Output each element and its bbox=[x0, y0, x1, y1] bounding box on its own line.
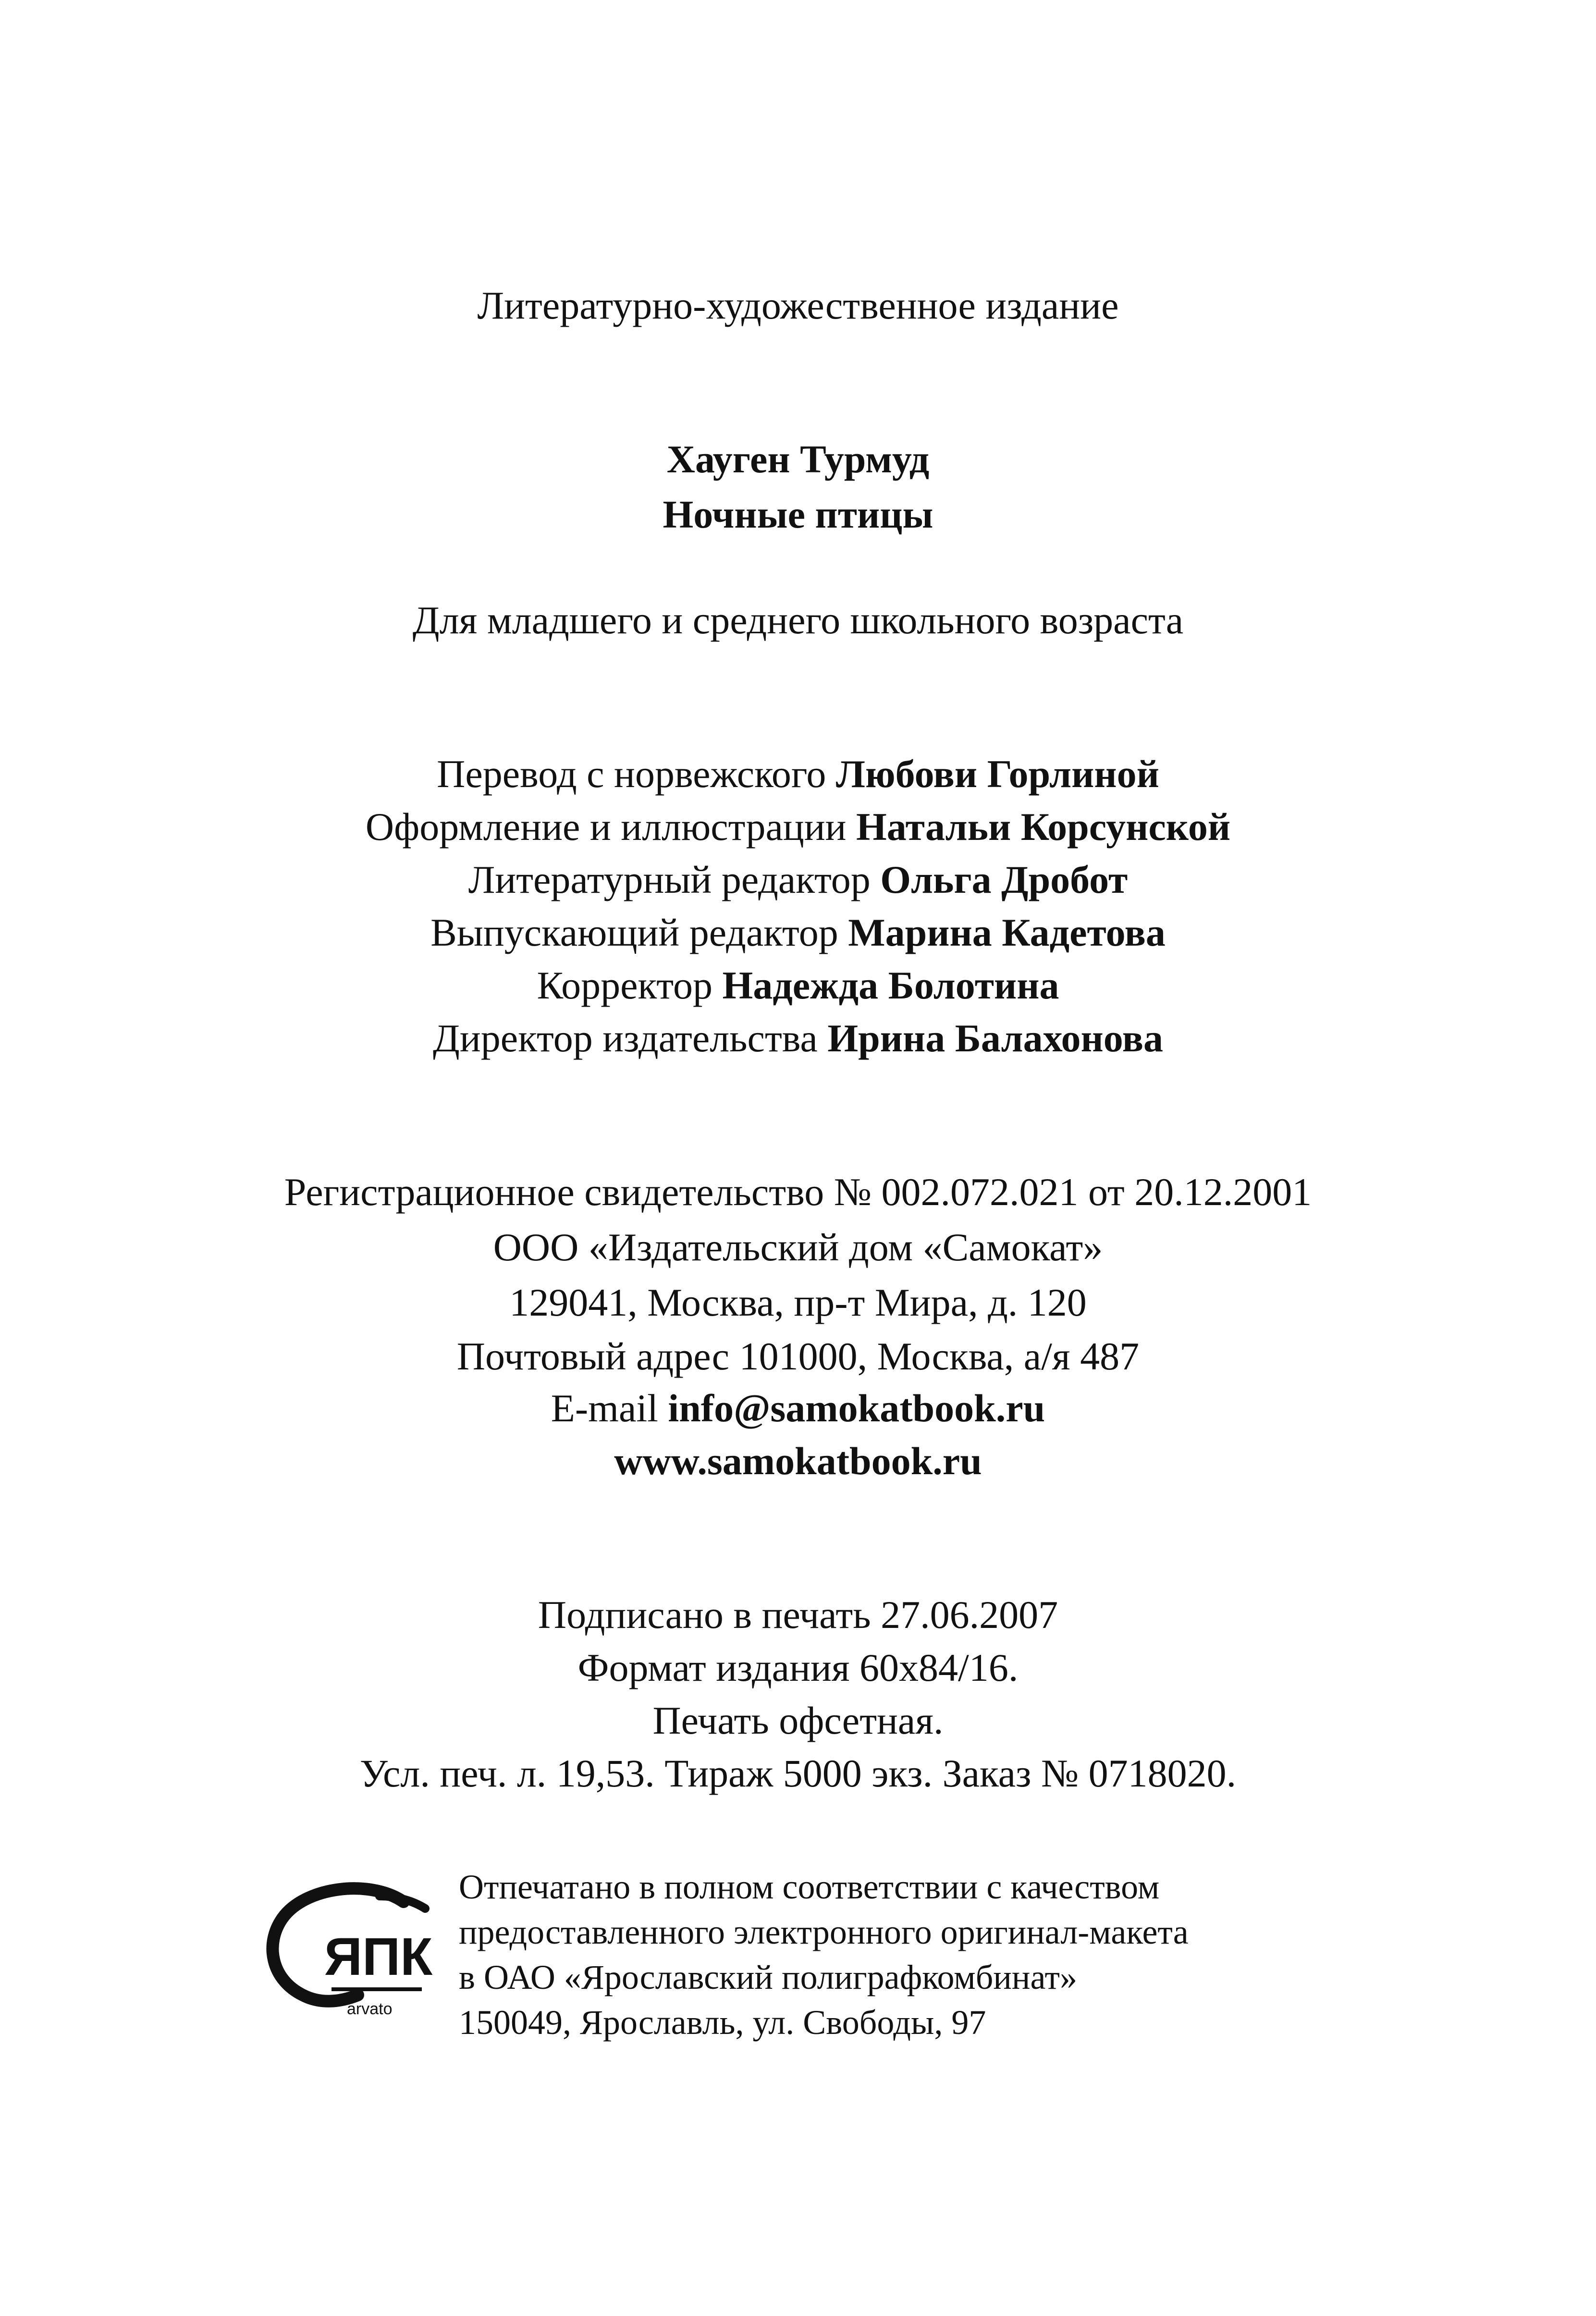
credit-role: Перевод с норвежского bbox=[437, 752, 826, 796]
email-address: info@samokatbook.ru bbox=[668, 1386, 1045, 1430]
print-format: Формат издания 60x84/16. bbox=[577, 1646, 1019, 1689]
credit-line bbox=[0, 860, 1596, 899]
website-line: www.samokatbook.ru bbox=[614, 1439, 982, 1483]
credit-name: Натальи Корсунской bbox=[856, 805, 1231, 849]
author-line: Хауген Турмуд bbox=[666, 437, 930, 481]
title-line: Ночные птицы bbox=[663, 493, 933, 536]
genre-line: Литературно-художественное издание bbox=[477, 283, 1119, 327]
registration-line: Регистрационное свидетельство № 002.072.021 от 20.12.2001 bbox=[284, 1170, 1312, 1214]
email-line bbox=[0, 1386, 1596, 1430]
credit-line bbox=[0, 754, 1596, 794]
credit-role: Литературный редактор bbox=[468, 858, 871, 901]
printer-line: Отпечатано в полном соответствии с качеством bbox=[459, 1868, 1160, 1906]
printer-line: 150049, Ярославль, ул. Свободы, 97 bbox=[459, 2003, 986, 2042]
credit-line bbox=[0, 913, 1596, 952]
printer-block bbox=[250, 1864, 1403, 2066]
credit-role: Корректор bbox=[537, 963, 713, 1007]
audience-line: Для младшего и среднего школьного возраста bbox=[412, 598, 1184, 642]
printer-line: предоставленного электронного оригинал-макета bbox=[459, 1913, 1189, 1951]
credit-line bbox=[0, 807, 1596, 847]
credit-line bbox=[0, 963, 1596, 1007]
printer-text bbox=[459, 1864, 1396, 2045]
credit-name: Ольга Дробот bbox=[880, 858, 1128, 901]
credit-name: Марина Кадетова bbox=[848, 911, 1166, 954]
publisher-name: ООО «Издательский дом «Самокат» bbox=[493, 1225, 1103, 1269]
publisher-address: 129041, Москва, пр-т Мира, д. 120 bbox=[509, 1281, 1087, 1324]
credit-name: Ирина Балахонова bbox=[827, 1016, 1163, 1060]
credit-role: Оформление и иллюстрации bbox=[365, 805, 847, 849]
email-label: E-mail bbox=[551, 1386, 658, 1430]
printer-logo bbox=[259, 1874, 442, 2028]
credit-role: Директор издательства bbox=[432, 1016, 818, 1060]
credit-line bbox=[0, 1016, 1596, 1060]
credit-role: Выпускающий редактор bbox=[430, 911, 838, 954]
printer-logo-text: ЯПК bbox=[324, 1927, 433, 1986]
print-method: Печать офсетная. bbox=[652, 1699, 944, 1742]
credit-name: Любови Горлиной bbox=[835, 752, 1159, 796]
print-stats: Усл. печ. л. 19,53. Тираж 5000 экз. Заказ № 0718020. bbox=[359, 1751, 1237, 1795]
printer-line: в ОАО «Ярославский полиграфкомбинат» bbox=[459, 1958, 1077, 1996]
credit-name: Надежда Болотина bbox=[722, 963, 1059, 1007]
print-signed: Подписано в печать 27.06.2007 bbox=[538, 1593, 1058, 1637]
printer-logo-subtext: arvato bbox=[347, 2000, 393, 2018]
postal-address: Почтовый адрес 101000, Москва, а/я 487 bbox=[456, 1334, 1140, 1378]
